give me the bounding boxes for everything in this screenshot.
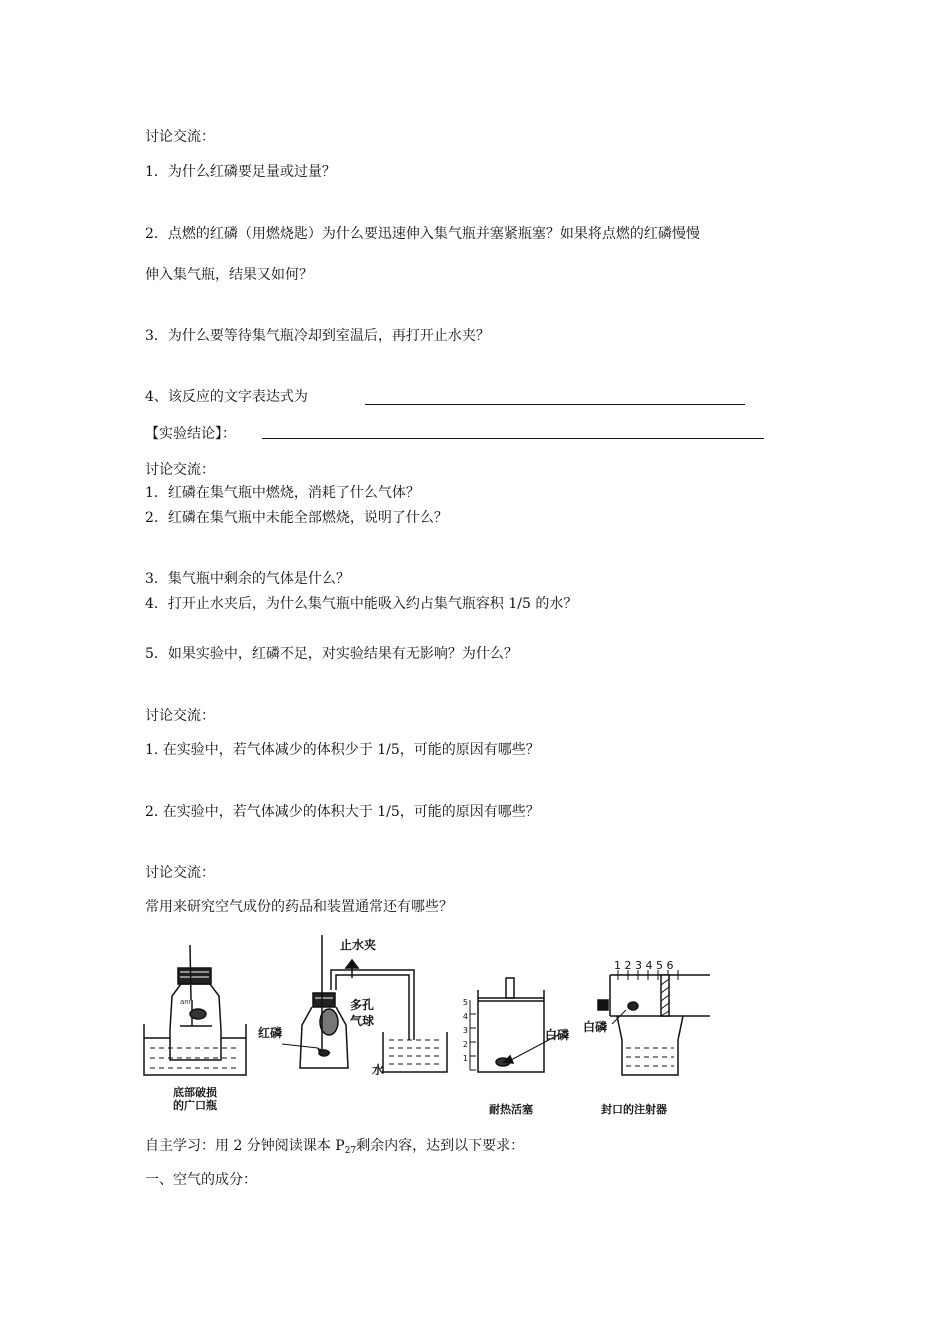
- question-3-1: 1. 在实验中，若气体减少的体积少于 1/5，可能的原因有哪些？: [145, 742, 540, 758]
- discussion-heading-1: 讨论交流：: [145, 129, 215, 145]
- self-study-line: [145, 1137, 524, 1160]
- question-1-2-line2: 伸入集气瓶，结果又如何？: [145, 267, 313, 283]
- scale-tick-3: 3: [462, 1026, 468, 1035]
- caption-broken-jar-line2: 的广口瓶: [173, 1099, 217, 1112]
- scale-tick-4: 4: [462, 1012, 468, 1021]
- label-balloon-line2: 气球: [350, 1014, 375, 1028]
- piston-apparatus: [470, 978, 560, 1072]
- discussion-heading-2: 讨论交流：: [145, 462, 215, 478]
- question-2-1: 1．红磷在集气瓶中燃烧，消耗了什么气体？: [145, 485, 420, 501]
- self-study-suffix: 剩余内容，达到以下要求：: [356, 1138, 525, 1154]
- conclusion-label: 【实验结论】：: [145, 426, 236, 442]
- question-1-2-line1: 2．点燃的红磷（用燃烧匙）为什么要迅速伸入集气瓶并塞紧瓶塞？如果将点燃的红磷慢慢: [145, 226, 700, 242]
- piston-scale: [458, 996, 468, 1066]
- self-study-prefix: 自主学习：用 2 分钟阅读课本 P: [145, 1138, 345, 1154]
- scale-tick-1: 1: [462, 1054, 468, 1063]
- label-balloon-line1: 多孔: [350, 998, 375, 1012]
- question-1-1: 1．为什么红磷要足量或过量？: [145, 164, 336, 180]
- question-1-3: 3．为什么要等待集气瓶冷却到室温后，再打开止水夹？: [145, 328, 490, 344]
- caption-broken-jar-line1: 底部破损: [173, 1086, 217, 1099]
- question-2-3: 3．集气瓶中剩余的气体是什么？: [145, 571, 350, 587]
- label-white-phosphorus-1: 白磷: [545, 1028, 570, 1042]
- label-white-phosphorus-2: 白磷: [583, 1020, 608, 1034]
- label-water: 水: [372, 1063, 385, 1077]
- syringe-apparatus: [598, 970, 710, 1075]
- discussion-heading-3: 讨论交流：: [145, 708, 215, 724]
- question-2-2: 2．红磷在集气瓶中未能全部燃烧，说明了什么？: [145, 510, 448, 526]
- page-subscript: 27: [344, 1146, 357, 1156]
- question-2-4: 4．打开止水夹后，为什么集气瓶中能吸入约占集气瓶容积 1/5 的水？: [145, 596, 578, 612]
- label-clamp: 止水夹: [340, 938, 377, 952]
- svg-text:ann: ann: [180, 998, 194, 1006]
- question-2-5: 5．如果实验中，红磷不足，对实验结果有无影响？为什么？: [145, 646, 518, 662]
- caption-broken-jar: [160, 1086, 230, 1112]
- syringe-scale-labels: 1 2 3 4 5 6: [614, 959, 674, 972]
- discussion-heading-4: 讨论交流：: [145, 865, 215, 881]
- label-red-phosphorus: 红磷: [258, 1026, 283, 1040]
- caption-piston: 耐热活塞: [489, 1103, 533, 1116]
- scale-tick-5: 5: [462, 998, 468, 1007]
- question-3-2: 2. 在实验中，若气体减少的体积大于 1/5，可能的原因有哪些？: [145, 804, 540, 820]
- scale-tick-2: 2: [462, 1040, 468, 1049]
- broken-jar-apparatus: [144, 945, 246, 1075]
- section-air-composition: 一、空气的成分：: [145, 1172, 257, 1188]
- question-1-4: 4、该反应的文字表达式为: [145, 389, 308, 405]
- question-4-1: 常用来研究空气成份的药品和装置通常还有哪些？: [145, 899, 453, 915]
- caption-syringe: 封口的注射器: [601, 1103, 667, 1116]
